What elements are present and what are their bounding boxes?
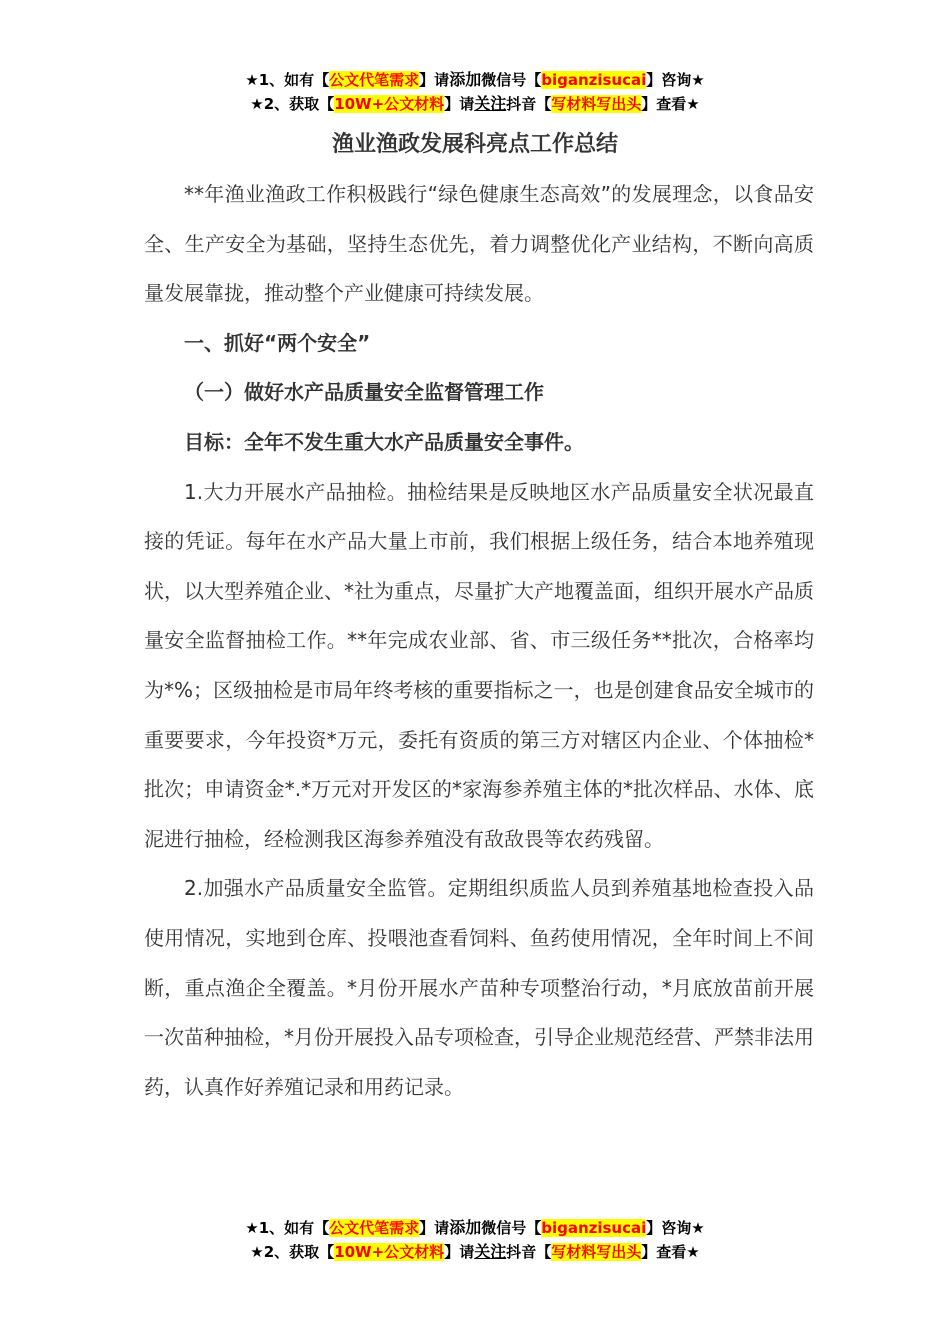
- promo-line-2: ★2、获取【10W+公文材料】请关注抖音【写材料写出头】查看★: [250, 94, 700, 113]
- body-paragraph: 1.大力开展水产品抽检。抽检结果是反映地区水产品质量安全状况最直接的凭证。每年在水产品大量上市前，我们根据上级任务，结合本地养殖现状，以大型养殖企业、*社为重点，尽量扩大产地覆盖面，组织开展水产品质量安全监督抽检工作。**年完成农业部、省、市三级任务**批次，合格率均为*%；区级抽检是市局年终考核的重要指标之一，也是创建食品安全城市的重要要求，今年投资*万元，委托有资质的第三方对辖区内企业、个体抽检*批次；申请资金*.*万元对开发区的*家海参养殖主体的*批次样品、水体、底泥进行抽检，经检测我区海参养殖没有敌敌畏等农药残留。: [144, 479, 814, 851]
- intro-paragraph: **年渔业渔政工作积极践行“绿色健康生态高效”的发展理念，以食品安全、生产安全为基础，坚持生态优先，着力调整优化产业结构，不断向高质量发展靠拢，推动整个产业健康可持续发展。: [144, 182, 814, 306]
- document-body: [144, 170, 814, 1112]
- highlight-materials: 10W+公文材料: [334, 95, 445, 113]
- promo-banner-top: [0, 68, 950, 116]
- highlight-douyin: 写材料写出头: [551, 1243, 642, 1261]
- document-title: 渔业渔政发展科亮点工作总结: [331, 132, 618, 157]
- highlight-materials: 10W+公文材料: [334, 1243, 445, 1261]
- highlight-wechat-id: biganzisucai: [541, 1219, 647, 1237]
- section-heading: 一、抓好“两个安全”: [184, 330, 371, 355]
- promo-line-2: ★2、获取【10W+公文材料】请关注抖音【写材料写出头】查看★: [250, 1242, 700, 1261]
- subsection-heading: （一）做好水产品质量安全监督管理工作: [184, 380, 544, 405]
- body-paragraph: 2.加强水产品质量安全监管。定期组织质监人员到养殖基地检查投入品使用情况，实地到仓库、投喂池查看饲料、鱼药使用情况，全年时间上不间断，重点渔企全覆盖。*月份开展水产苗种专项整治行动，*月底放苗前开展一次苗种抽检，*月份开展投入品专项检查，引导企业规范经营、严禁非法用药，认真作好养殖记录和用药记录。: [144, 876, 814, 1099]
- highlight-wechat-id: biganzisucai: [541, 71, 647, 89]
- highlight-douyin: 写材料写出头: [551, 95, 642, 113]
- promo-line-1: ★1、如有【公文代笔需求】请添加微信号【biganzisucai】咨询★: [245, 70, 705, 89]
- highlight-service: 公文代笔需求: [329, 71, 420, 89]
- highlight-service: 公文代笔需求: [329, 1219, 420, 1237]
- goal-statement: 目标：全年不发生重大水产品质量安全事件。: [184, 429, 584, 454]
- promo-banner-bottom: [0, 1216, 950, 1264]
- promo-line-1: ★1、如有【公文代笔需求】请添加微信号【biganzisucai】咨询★: [245, 1218, 705, 1237]
